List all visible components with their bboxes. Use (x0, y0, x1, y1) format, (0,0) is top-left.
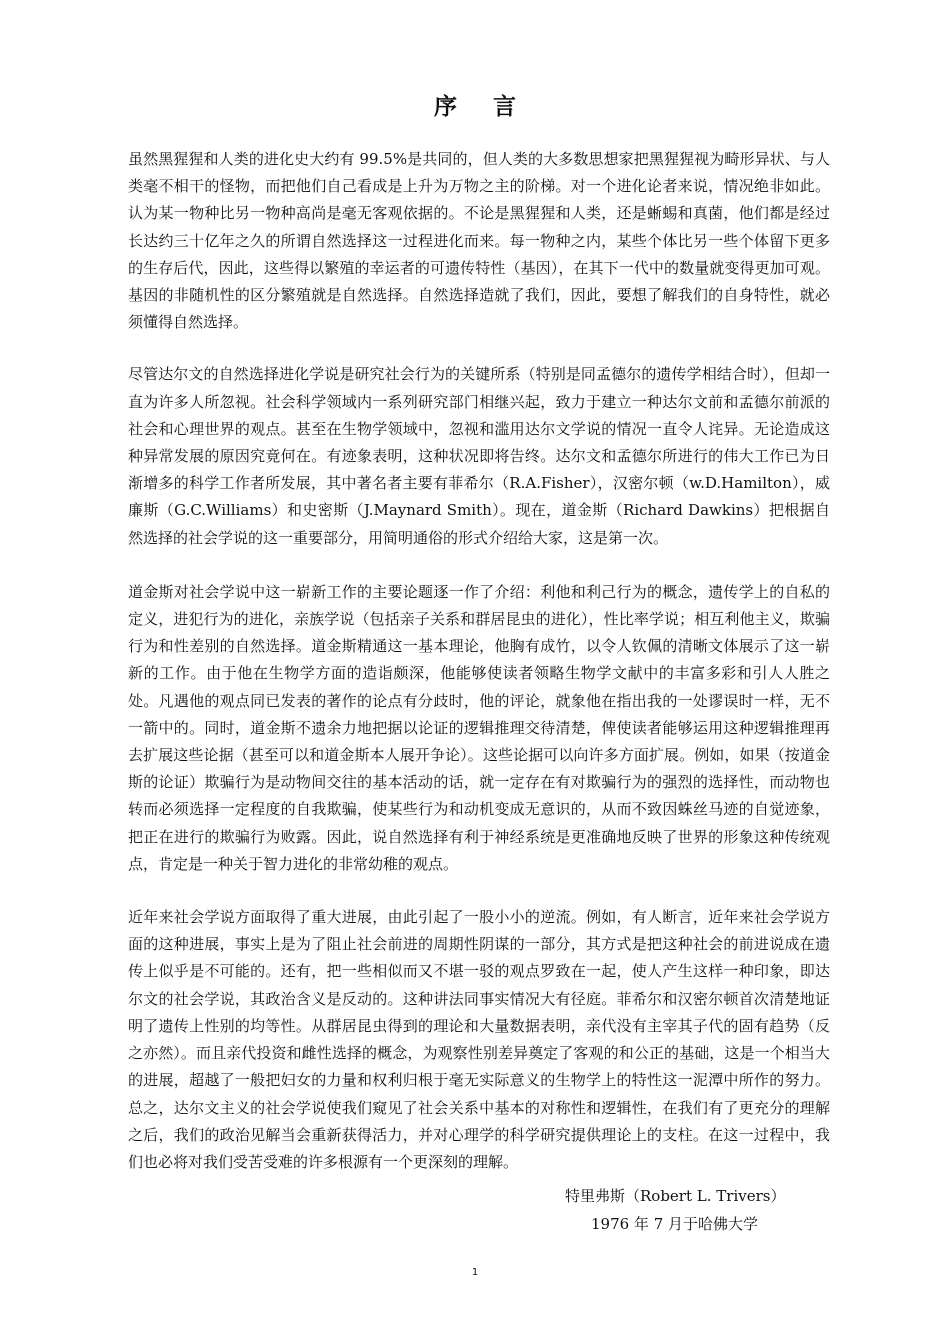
page-title: 序 言 (433, 93, 530, 120)
paragraph-3: 道金斯对社会学说中这一崭新工作的主要论题逐一作了介绍：利他和利己行为的概念，遗传学上的自私的定义，进犯行为的进化，亲族学说（包括亲子关系和群居昆虫的进化），性比率学说；相互利他主义，欺骗行为和性差别的自然选择。道金斯精通这一基本理论，他胸有成竹，以令人钦佩的清晰文体展示了这一崭新的工作。由于他在生物学方面的造诣颇深，他能够使读者领略生物学文献中的丰富多彩和引人人胜之处。凡遇他的观点同已发表的著作的论点有分歧时，他的评论，就象他在指出我的一处谬误时一样，无不一箭中的。同时，道金斯不遗余力地把据以论证的逻辑推理交待清楚，俾使读者能够运用这种逻辑推理再去扩展这些论据（甚至可以和道金斯本人展开争论）。这些论据可以向许多方面扩展。例如，如果（按道金斯的论证）欺骗行为是动物间交往的基本活动的话，就一定存在有对欺骗行为的强烈的选择性，而动物也转而必须选择一定程度的自我欺骗，使某些行为和动机变成无意识的，从而不致因蛛丝马迹的自觉迹象，把正在进行的欺骗行为败露。因此，说自然选择有利于神经系统是更准确地反映了世界的形象这种传统观点，肯定是一种关于智力进化的非常幼稚的观点。 (128, 582, 830, 873)
signature-date-place: 1976 年 7 月于哈佛大学 (591, 1215, 759, 1233)
signature-name: 特里弗斯（Robert L. Trivers） (565, 1187, 786, 1205)
paragraph-4: 近年来社会学说方面取得了重大进展，由此引起了一股小小的逆流。例如，有人断言，近年来社会学说方面的这种进展，事实上是为了阻止社会前进的周期性阴谋的一部分，其方式是把这种社会的前进说成在遗传上似乎是不可能的。还有，把一些相似而又不堪一驳的观点罗致在一起，使人产生这样一种印象，即达尔文的社会学说，其政治含义是反动的。这种讲法同事实情况大有径庭。菲希尔和汉密尔顿首次清楚地证明了遗传上性别的均等性。从群居昆虫得到的理论和大量数据表明，亲代没有主宰其子代的固有趋势（反之亦然）。而且亲代投资和雌性选择的概念，为观察性别差异奠定了客观的和公正的基础，这是一个相当大的进展，超越了一般把妇女的力量和权利归根于毫无实际意义的生物学上的特性这一泥潭中所作的努力。总之，达尔文主义的社会学说使我们窥见了社会关系中基本的对称性和逻辑性，在我们有了更充分的理解之后，我们的政治见解当会重新获得活力，并对心理学的科学研究提供理论上的支柱。在这一过程中，我们也必将对我们受苦受难的许多根源有一个更深刻的理解。 (128, 908, 830, 1171)
paragraph-2: 尽管达尔文的自然选择进化学说是研究社会行为的关键所系（特别是同孟德尔的遗传学相结合时），但却一直为许多人所忽视。社会科学领域内一系列研究部门相继兴起，致力于建立一种达尔文前和孟德尔前派的社会和心理世界的观点。甚至在生物学领域中，忽视和滥用达尔文学说的情况一直令人诧异。无论造成这种异常发展的原因究竟何在。有迹象表明，这种状况即将告终。达尔文和孟德尔所进行的伟大工作已为日渐增多的科学工作者所发展，其中著名者主要有菲希尔（R.A.Fisher），汉密尔顿（w.D.Hamilton），威廉斯（G.C.Williams）和史密斯（J.Maynard Smith）。现在，道金斯（Richard Dawkins）把根据自然选择的社会学说的这一重要部分，用简明通俗的形式介绍给大家，这是第一次。 (128, 365, 830, 547)
preface-body (128, 146, 830, 1204)
signature-block (0, 1182, 950, 1238)
paragraph-1: 虽然黑猩猩和人类的进化史大约有 99.5%是共同的，但人类的大多数思想家把黑猩猩视为畸形异状、与人类毫不相干的怪物，而把他们自己看成是上升为万物之主的阶梯。对一个进化论者来说，情况绝非如此。认为某一物种比另一物种高尚是毫无客观依据的。不论是黑猩猩和人类，还是蜥蜴和真菌，他们都是经过长达约三十亿年之久的所谓自然选择这一过程进化而来。每一物种之内，某些个体比另一些个体留下更多的生存后代，因此，这些得以繁殖的幸运者的可遗传特性（基因），在其下一代中的数量就变得更加可观。基因的非随机性的区分繁殖就是自然选择。自然选择造就了我们，因此，要想了解我们的自身特性，就必须懂得自然选择。 (128, 150, 830, 332)
page-number: 1 (471, 1267, 479, 1278)
